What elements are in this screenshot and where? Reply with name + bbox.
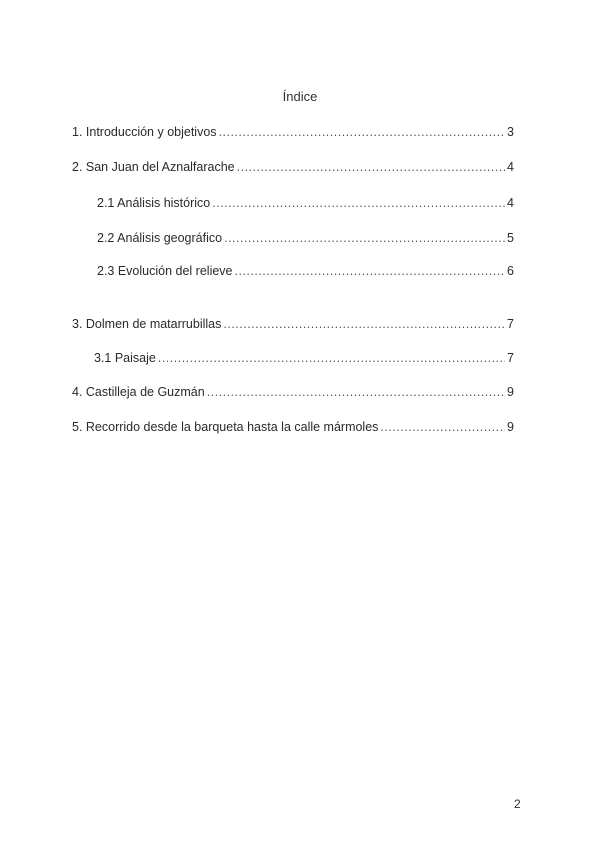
toc-entry-paisaje bbox=[94, 350, 514, 366]
toc-entry-label: 5. Recorrido desde la barqueta hasta la calle mármoles bbox=[72, 420, 379, 434]
toc-entry-page: 4 bbox=[507, 160, 514, 174]
toc-entry-page: 9 bbox=[507, 385, 514, 399]
toc-entry-evolucion-relieve bbox=[97, 263, 514, 279]
toc-entry-introduccion bbox=[72, 124, 514, 140]
toc-entry-page: 7 bbox=[507, 317, 514, 331]
toc-entry-label: 4. Castilleja de Guzmán bbox=[72, 385, 205, 399]
toc-title: Índice bbox=[282, 89, 318, 104]
page-number: 2 bbox=[514, 797, 521, 811]
dot-leader bbox=[237, 159, 505, 175]
toc-entry-label: 2.3 Evolución del relieve bbox=[97, 264, 233, 278]
toc-entry-page: 7 bbox=[507, 351, 514, 365]
toc-entry-san-juan bbox=[72, 159, 514, 175]
dot-leader bbox=[235, 263, 506, 279]
dot-leader bbox=[158, 350, 505, 366]
toc-entry-analisis-geografico bbox=[97, 230, 514, 246]
toc-entry-page: 3 bbox=[507, 125, 514, 139]
toc-entry-page: 6 bbox=[507, 264, 514, 278]
toc-entry-label: 3.1 Paisaje bbox=[94, 351, 156, 365]
dot-leader bbox=[380, 419, 505, 435]
toc-entry-castilleja bbox=[72, 384, 514, 400]
toc-entry-label: 1. Introducción y objetivos bbox=[72, 125, 217, 139]
toc-entry-label: 2.2 Análisis geográfico bbox=[97, 231, 223, 245]
toc-entry-page: 4 bbox=[507, 196, 514, 210]
toc-entry-dolmen bbox=[72, 316, 514, 332]
toc-entry-analisis-historico bbox=[97, 195, 514, 211]
dot-leader bbox=[219, 124, 506, 140]
dot-leader bbox=[212, 195, 505, 211]
toc-entry-label: 2.1 Análisis histórico bbox=[97, 196, 211, 210]
dot-leader bbox=[224, 230, 505, 246]
dot-leader bbox=[223, 316, 505, 332]
toc-entry-label: 3. Dolmen de matarrubillas bbox=[72, 317, 222, 331]
toc-entry-page: 9 bbox=[507, 420, 514, 434]
toc-entry-page: 5 bbox=[507, 231, 514, 245]
dot-leader bbox=[207, 384, 505, 400]
toc-entry-recorrido bbox=[72, 419, 514, 435]
toc-entry-label: 2. San Juan del Aznalfarache bbox=[72, 160, 235, 174]
